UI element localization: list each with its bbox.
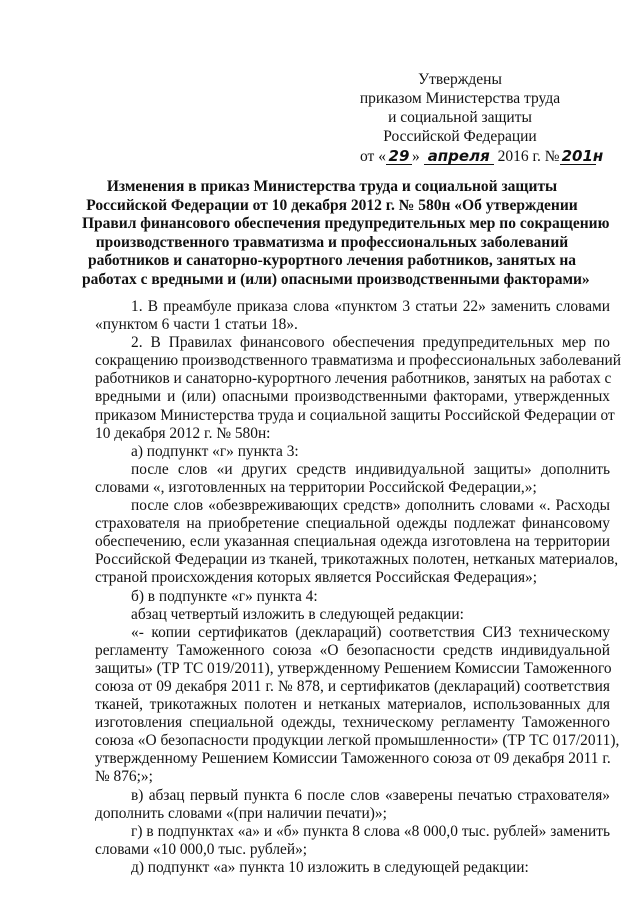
body-text-line: Российской Федерации из тканей, трикотажных полотен, нетканых материалов, xyxy=(95,551,619,569)
body-text-line: регламенту Таможенного союза «О безопасности средств индивидуальной xyxy=(95,641,610,659)
body-text-line: дополнить словами «(при наличии печати)»; xyxy=(95,804,387,822)
body-text-line: а) подпункт «г» пункта 3: xyxy=(131,442,299,460)
body-text-line: д) подпункт «а» пункта 10 изложить в следующей редакции: xyxy=(131,858,529,876)
body-text-line: 2. В Правилах финансового обеспечения предупредительных мер по xyxy=(131,334,610,352)
body-text-line: после слов «обезвреживающих средств» дополнить словами «. Расходы xyxy=(131,497,610,515)
title-line: Правил финансового обеспечения предупредительных мер по сокращению xyxy=(82,215,610,233)
date-prefix: от « xyxy=(360,148,386,165)
handwritten-month: апреля xyxy=(424,148,494,165)
body-text-line: союза от 09 декабря 2011 г. № 878, и сертификатов (деклараций) соответствия xyxy=(95,677,610,695)
body-text-line: «пунктом 6 части 1 статьи 18». xyxy=(95,316,298,334)
approval-line: Утверждены xyxy=(418,71,502,88)
body-text-line: сокращению производственного травматизма и профессиональных заболеваний xyxy=(95,352,621,370)
title-line: работах с вредными и (или) опасными производственными факторами» xyxy=(82,270,590,288)
body-text-line: № 876;»; xyxy=(95,768,153,786)
body-text-line: работников и санаторно-курортного лечения работников, занятых на работах с xyxy=(95,370,612,388)
approval-line: и социальной защиты xyxy=(388,109,532,126)
order-date-line xyxy=(340,147,604,166)
body-text-line: 10 декабря 2012 г. № 580н: xyxy=(95,424,271,442)
body-text-line: словами «, изготовленных на территории Российской Федерации,»; xyxy=(95,478,537,496)
body-text-line: утвержденному Решением Комиссии Таможенного союза от 09 декабря 2011 г. xyxy=(95,750,611,768)
approval-stamp-block xyxy=(340,70,604,166)
body-text-line: защиты» (ТР ТС 019/2011), утвержденному Решением Комиссии Таможенного xyxy=(95,659,612,677)
body-text-line: в) абзац первый пункта 6 после слов «заверены печатью страхователя» xyxy=(131,786,610,804)
handwritten-day: 29 xyxy=(386,148,412,165)
body-text-line: б) в подпункте «г» пункта 4: xyxy=(131,587,318,605)
handwritten-order-number: 201н xyxy=(561,147,604,165)
body-text-line: 1. В преамбуле приказа слова «пунктом 3 статьи 22» заменить словами xyxy=(131,298,610,315)
title-line: производственного травматизма и профессиональных заболеваний xyxy=(95,233,569,251)
body-text-line: изготовления специальной одежды, техническому регламенту Таможенного xyxy=(95,714,610,732)
approval-line: Российской Федерации xyxy=(383,128,537,145)
approval-line: приказом Министерства труда xyxy=(359,90,561,107)
date-year: 2016 г. № xyxy=(497,148,560,165)
body-text-line: обеспечению, если указанная специальная одежда изготовлена на территории xyxy=(95,533,610,551)
body-text-line: приказом Министерства труда и социальной защиты Российской Федерации от xyxy=(95,406,615,424)
body-text-line: страхователя на приобретение специальной одежды подлежат финансовому xyxy=(95,515,610,533)
body-text-line: тканей, трикотажных полотен и нетканых материалов, использованных для xyxy=(95,696,610,714)
body-text-line: абзац четвертый изложить в следующей редакции: xyxy=(131,605,464,623)
title-line: Изменения в приказ Министерства труда и социальной защиты xyxy=(106,178,558,195)
body-text-line: «- копии сертификатов (деклараций) соответствия СИЗ техническому xyxy=(131,623,610,641)
document-body xyxy=(95,298,621,877)
body-text-line: вредными и (или) опасными производственными факторами, утвержденных xyxy=(95,388,610,406)
date-mid: » xyxy=(411,148,420,165)
document-title xyxy=(82,178,610,290)
body-text-line: г) в подпунктах «а» и «б» пункта 8 слова «8 000,0 тыс. рублей» заменить xyxy=(131,822,610,840)
body-text-line: после слов «и других средств индивидуальной защиты» дополнить xyxy=(131,460,610,478)
body-text-line: союза «О безопасности продукции легкой промышленности» (ТР ТС 017/2011), xyxy=(95,732,620,750)
body-text-line: словами «10 000,0 тыс. рублей»; xyxy=(95,840,308,858)
title-line: работников и санаторно-курортного лечения работников, занятых на xyxy=(87,252,576,270)
title-line: Российской Федерации от 10 декабря 2012 г. № 580н «Об утверждении xyxy=(86,196,578,214)
body-text-line: страной происхождения которых является Российская Федерация»; xyxy=(95,569,538,587)
